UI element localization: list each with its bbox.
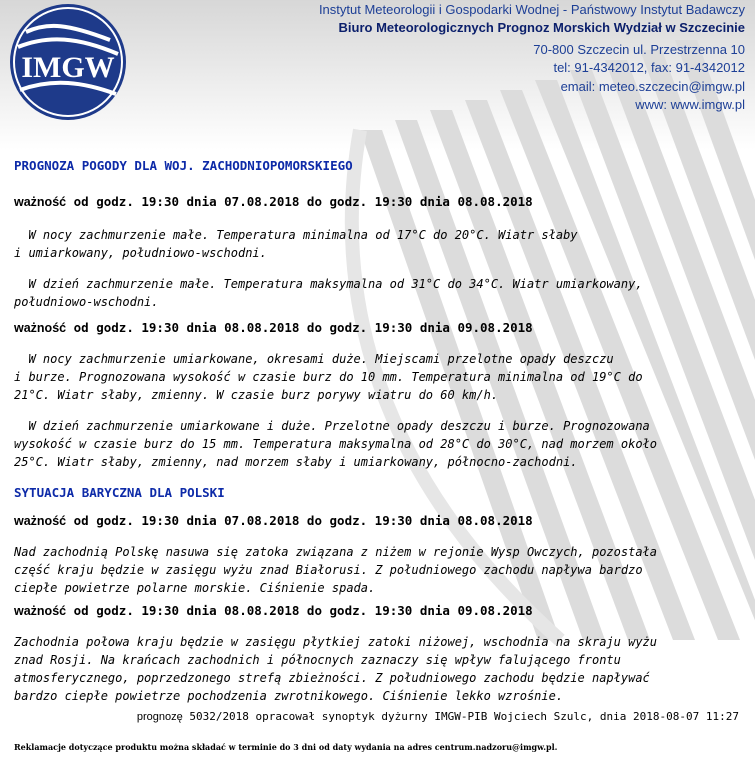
forecast-day-1: W dzień zachmurzenie małe. Temperatura maksymalna od 31°C do 34°C. Wiatr umiarkowany, południowo-wschodni.: [14, 277, 643, 309]
imgw-logo: [8, 2, 128, 122]
www-line: www: www.imgw.pl: [635, 97, 745, 112]
forecast-signature: prognozę 5032/2018 opracował synoptyk dyżurny IMGW-PIB Wojciech Szulc, dnia 2018-08-07 11:27: [136, 710, 739, 723]
forecast-night-1: W nocy zachmurzenie małe. Temperatura minimalna od 17°C do 20°C. Wiatr słaby i umiarkowany, południowo-wschodni.: [14, 228, 578, 260]
forecast-night-2: W nocy zachmurzenie umiarkowane, okresami duże. Miejscami przelotne opady deszczu i burze. Prognozowana wysokość w czasie burz do 10 mm. Temperatura minimalna od 19°C do 21°C. Wiatr słaby, zmienny. W czasie burz porywy wiatru do 60 km/h.: [14, 352, 643, 402]
address: 70-800 Szczecin ul. Przestrzenna 10: [533, 42, 745, 57]
complaint-notice: Reklamacje dotyczące produktu można składać w terminie do 3 dni od daty wydania na adres centrum.nadzoru@imgw.pl.: [14, 742, 558, 752]
forecast-day-2: W dzień zachmurzenie umiarkowane i duże. Przelotne opady deszczu i burze. Prognozowana wysokość w czasie burz do 15 mm. Temperatura maksymalna od 28°C do 30°C, nad morzem około 25°C. Wiatr słaby, zmienny, nad morzem słaby i umiarkowany, północno-zachodni.: [14, 419, 657, 469]
validity-synoptic-2: ważność od godz. 19:30 dnia 08.08.2018 do godz. 19:30 dnia 09.08.2018: [14, 603, 533, 618]
synoptic-text-1: Nad zachodnią Polskę nasuwa się zatoka związana z niżem w rejonie Wysp Owczych, pozostała część kraju będzie w zasięgu wyżu znad Białorusi. Z południowego zachodu napływa bardzo ciepłe powietrze polarne morskie. Ciśnienie spada.: [14, 545, 657, 595]
svg-text:IMGW: IMGW: [21, 51, 115, 84]
synoptic-text-2: Zachodnia połowa kraju będzie w zasięgu płytkiej zatoki niżowej, wschodnia na skraju wyżu znad Rosji. Na krańcach zachodnich i północnych zaznaczy się wpływ falującego frontu atmosferycznego, poprzedzonego strefą zbieżności. Z południowego zachodu będzie napływać bardzo ciepłe powietrze pochodzenia zwrotnikowego. Ciśnienie lekko wzrośnie.: [14, 635, 657, 703]
synoptic-title: SYTUACJA BARYCZNA DLA POLSKI: [14, 485, 225, 500]
phone-fax: tel: 91-4342012, fax: 91-4342012: [553, 60, 745, 75]
forecast-title: PROGNOZA POGODY DLA WOJ. ZACHODNIOPOMORSKIEGO: [14, 158, 353, 173]
bureau-name: Biuro Meteorologicznych Prognoz Morskich Wydział w Szczecinie: [338, 20, 745, 35]
validity-synoptic-1: ważność od godz. 19:30 dnia 07.08.2018 do godz. 19:30 dnia 08.08.2018: [14, 513, 533, 528]
validity-period-1: ważność od godz. 19:30 dnia 07.08.2018 do godz. 19:30 dnia 08.08.2018: [14, 194, 533, 209]
email-line: email: meteo.szczecin@imgw.pl: [560, 79, 745, 94]
institute-name: Instytut Meteorologii i Gospodarki Wodnej - Państwowy Instytut Badawczy: [318, 2, 745, 17]
validity-period-2: ważność od godz. 19:30 dnia 08.08.2018 do godz. 19:30 dnia 09.08.2018: [14, 320, 533, 335]
